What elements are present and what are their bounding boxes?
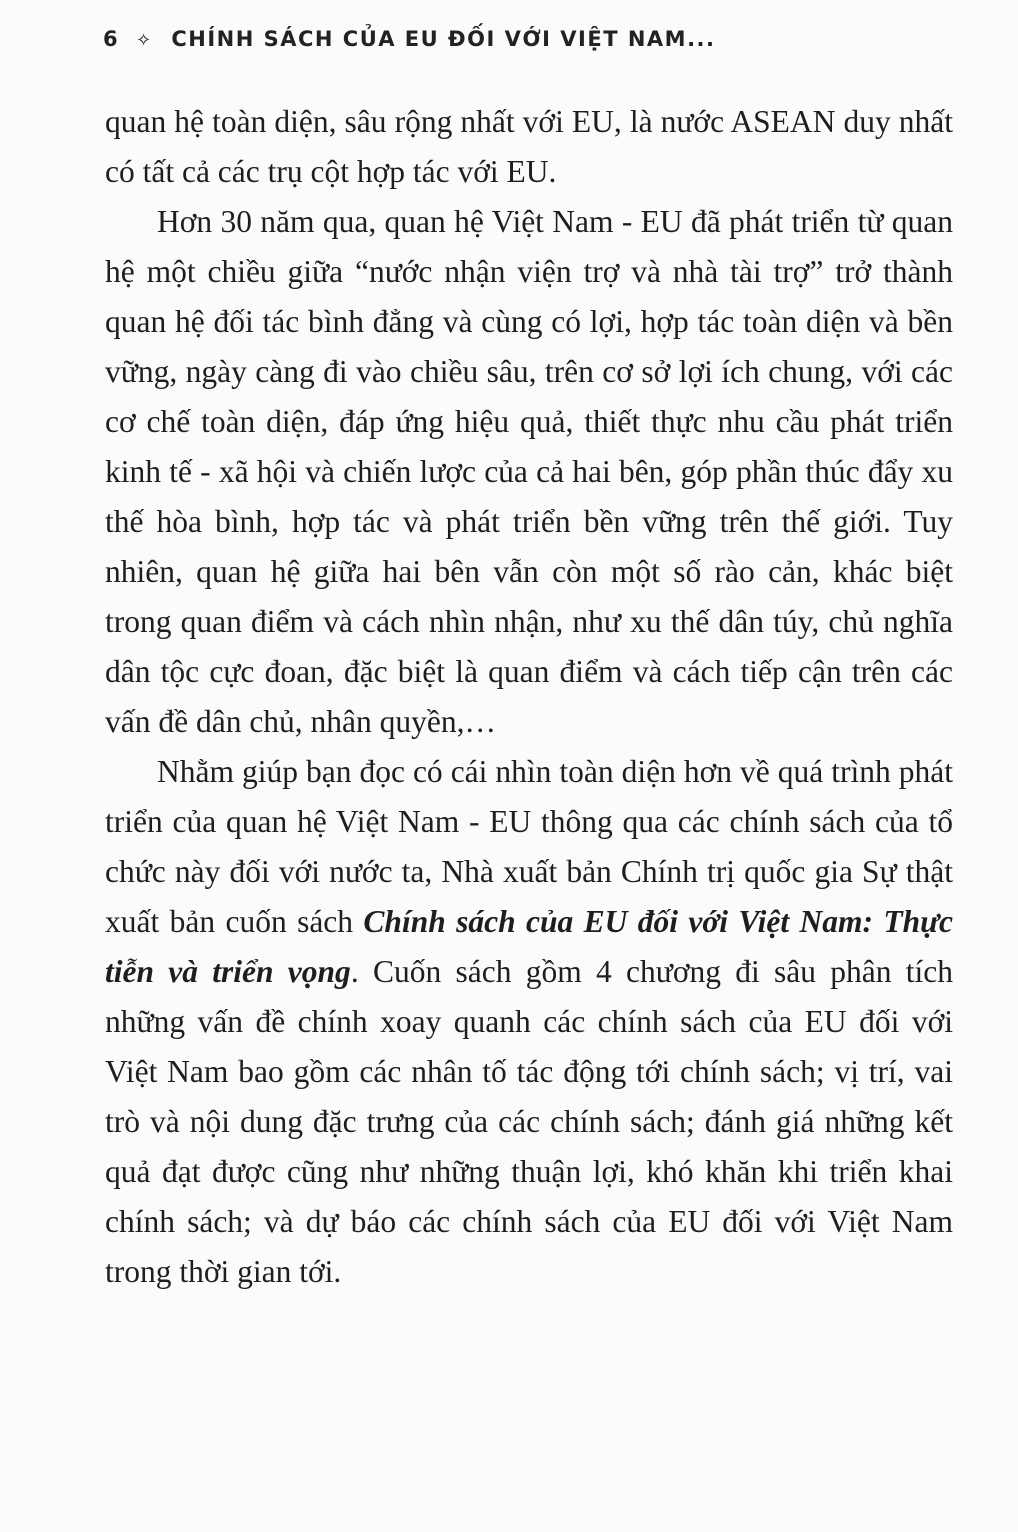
book-title: Chính sách của EU đối với Việt Nam: Thực tiễn và triển vọng <box>105 904 953 989</box>
page-number: 6 <box>103 27 120 51</box>
paragraph-text-after: . Cuốn sách gồm 4 chương đi sâu phân tích những vấn đề chính xoay quanh các chính sách của EU đối với Việt Nam bao gồm các nhân tố tác động tới chính sách; vị trí, vai trò và nội dung đặc trưng của các chính sách; đánh giá những kết quả đạt được cũng như những thuận lợi, khó khăn khi triển khai chính sách; và dự báo các chính sách của EU đối với Việt Nam trong thời gian tới. <box>105 954 954 1289</box>
running-header <box>103 27 716 51</box>
paragraph: Hơn 30 năm qua, quan hệ Việt Nam - EU đã phát triển từ quan hệ một chiều giữa “nước nhận viện trợ và nhà tài trợ” trở thành quan hệ đối tác bình đẳng và cùng có lợi, hợp tác toàn diện và bền vững, ngày càng đi vào chiều sâu, trên cơ sở lợi ích chung, với các cơ chế toàn diện, đáp ứng hiệu quả, thiết thực nhu cầu phát triển kinh tế - xã hội và chiến lược của cả hai bên, góp phần thúc đẩy xu thế hòa bình, hợp tác và phát triển bền vững trên thế giới. Tuy nhiên, quan hệ giữa hai bên vẫn còn một số rào cản, khác biệt trong quan điểm và cách nhìn nhận, như xu thế dân túy, chủ nghĩa dân tộc cực đoan, đặc biệt là quan điểm và cách tiếp cận trên các vấn đề dân chủ, nhân quyền,… <box>105 204 953 739</box>
paragraph <box>105 747 953 1297</box>
separator-icon: ✧ <box>135 30 153 51</box>
running-title: CHÍNH SÁCH CỦA EU ĐỐI VỚI VIỆT NAM... <box>171 27 716 51</box>
paragraph-continued: quan hệ toàn diện, sâu rộng nhất với EU, là nước ASEAN duy nhất có tất cả các trụ cột hợp tác với EU. <box>105 104 953 189</box>
body-text <box>105 97 953 1297</box>
paragraph-text-before: Nhằm giúp bạn đọc có cái nhìn toàn diện hơn về quá trình phát triển của quan hệ Việt Nam - EU thông qua các chính sách của tổ chức này đối với nước ta, Nhà xuất bản Chính trị quốc gia Sự thật xuất bản cuốn sách <box>105 754 953 939</box>
